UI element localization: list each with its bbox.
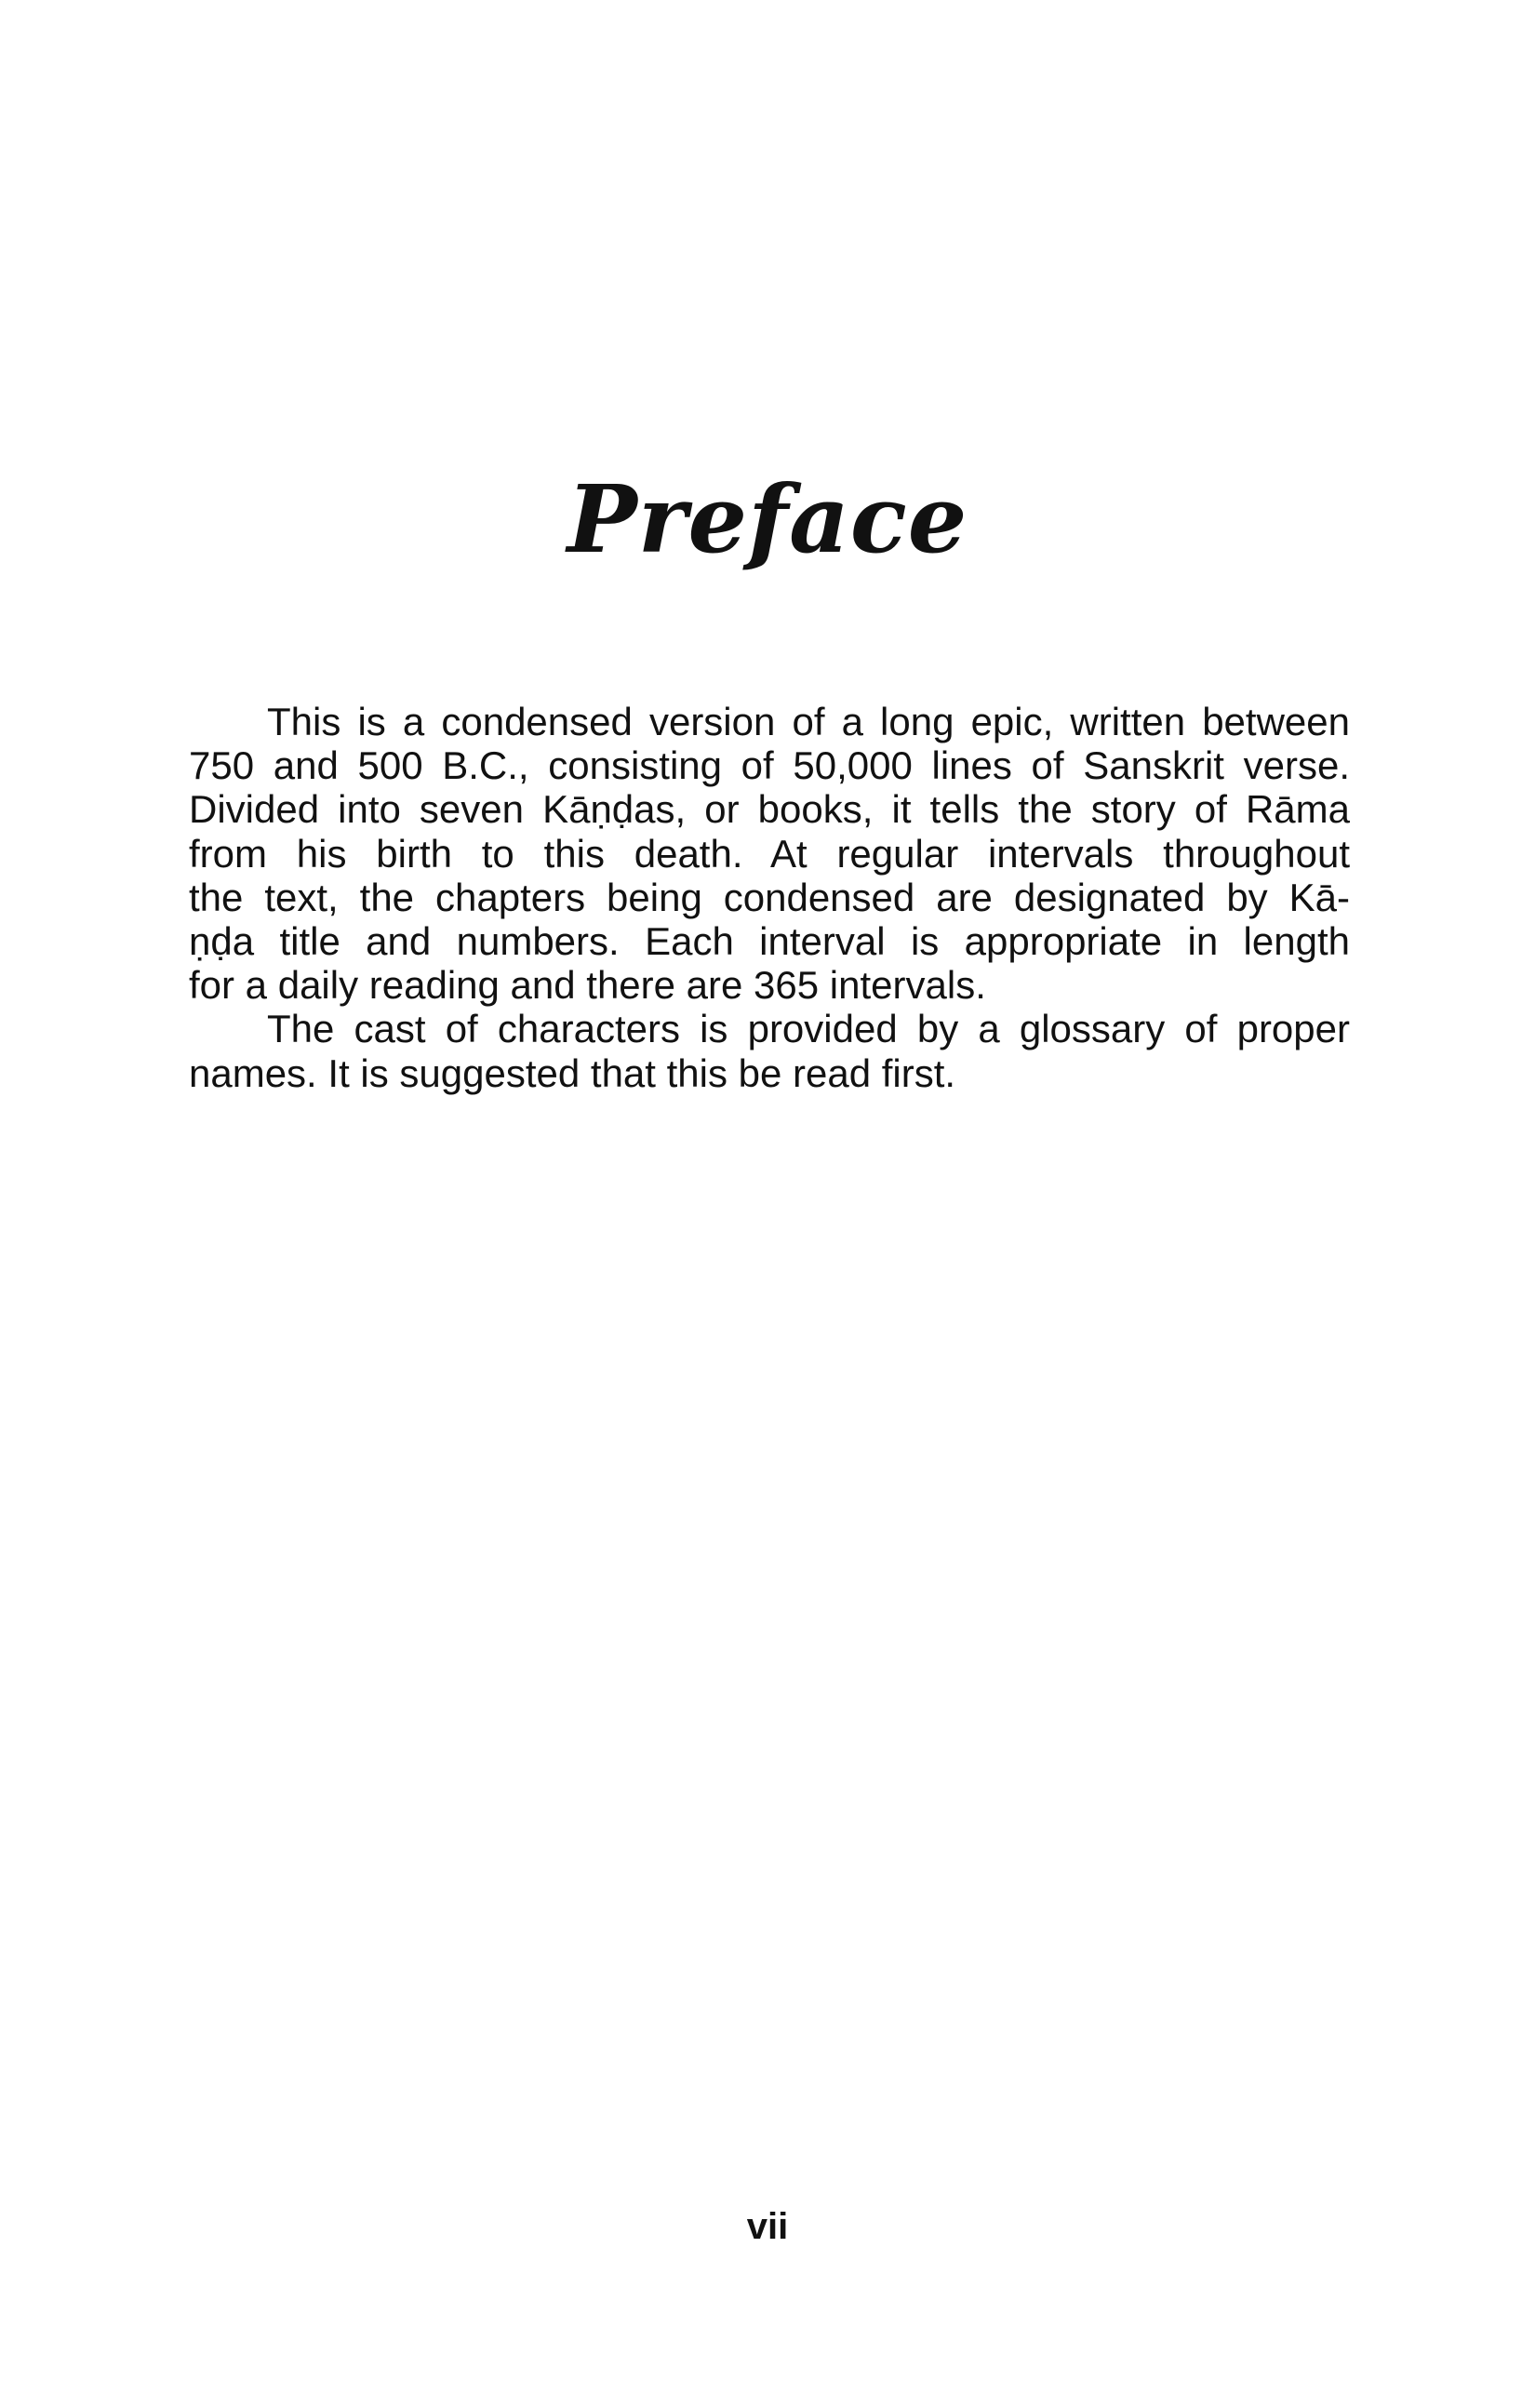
text-line: for a daily reading and there are 365 intervals. xyxy=(189,963,986,1008)
page-title: Preface xyxy=(567,464,968,574)
page-number: vii xyxy=(746,2206,789,2247)
text-line: from his birth to this death. At regular intervals throughout xyxy=(189,831,1350,876)
text-line: 750 and 500 B.C., consisting of 50,000 lines of Sanskrit verse. xyxy=(189,743,1350,788)
preface-body xyxy=(189,700,1350,1095)
text-line: the text, the chapters being condensed are designated by Kā- xyxy=(189,875,1350,919)
paragraph-2 xyxy=(189,1007,1350,1094)
text-line: Divided into seven Kāṇḍas, or books, it tells the story of Rāma xyxy=(189,787,1350,832)
text-line: The cast of characters is provided by a glossary of proper xyxy=(267,1007,1350,1051)
text-line: ṇḍa title and numbers. Each interval is appropriate in length xyxy=(189,919,1350,964)
text-line: This is a condensed version of a long epic, written between xyxy=(267,700,1350,743)
paragraph-1 xyxy=(189,700,1350,1007)
text-line: names. It is suggested that this be read first. xyxy=(189,1050,956,1095)
